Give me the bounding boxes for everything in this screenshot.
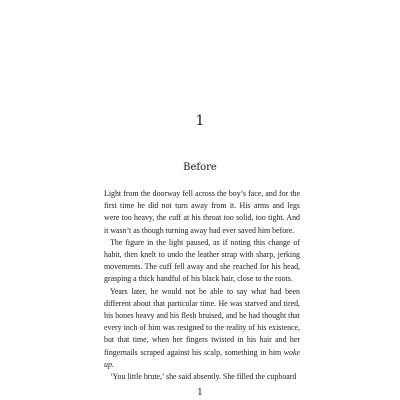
section-heading: Before: [183, 162, 217, 173]
page-number: 1: [197, 388, 203, 398]
paragraph: [104, 286, 300, 371]
paragraph: The figure in the light paused, as if noting this change of habit, then knelt to undo the leather strap with sharp, jerking movements. The cuff fell away and she reached for his head, grasping a thick handful of his black hair, close to the roots.: [104, 237, 300, 284]
chapter-number: 1: [195, 113, 205, 129]
paragraph-text: .: [111, 359, 114, 369]
emphasized-text: woke up: [104, 347, 300, 369]
paragraph: Light from the doorway fell across the boy’s face, and for the first time he did not turn away from it. His arms and legs were too heavy, the cuff at his throat too solid, too tight. And it wasn’t as though turning away had ever saved him before.: [104, 189, 300, 235]
body-text: [104, 188, 300, 383]
paragraph: ‘You little brute,’ she said absently. She filled the cupboard: [110, 372, 297, 382]
paragraph-text: Years later, he would not be able to say what had been different about that particular time. He was starved and tired, his bones heavy and his flesh bruised, and he had thought that every inch of him was resigned to the reality of his existence, but that time, when her fingers twisted in his hair and her fingernails scraped against his scalp, something in him: [104, 286, 300, 357]
